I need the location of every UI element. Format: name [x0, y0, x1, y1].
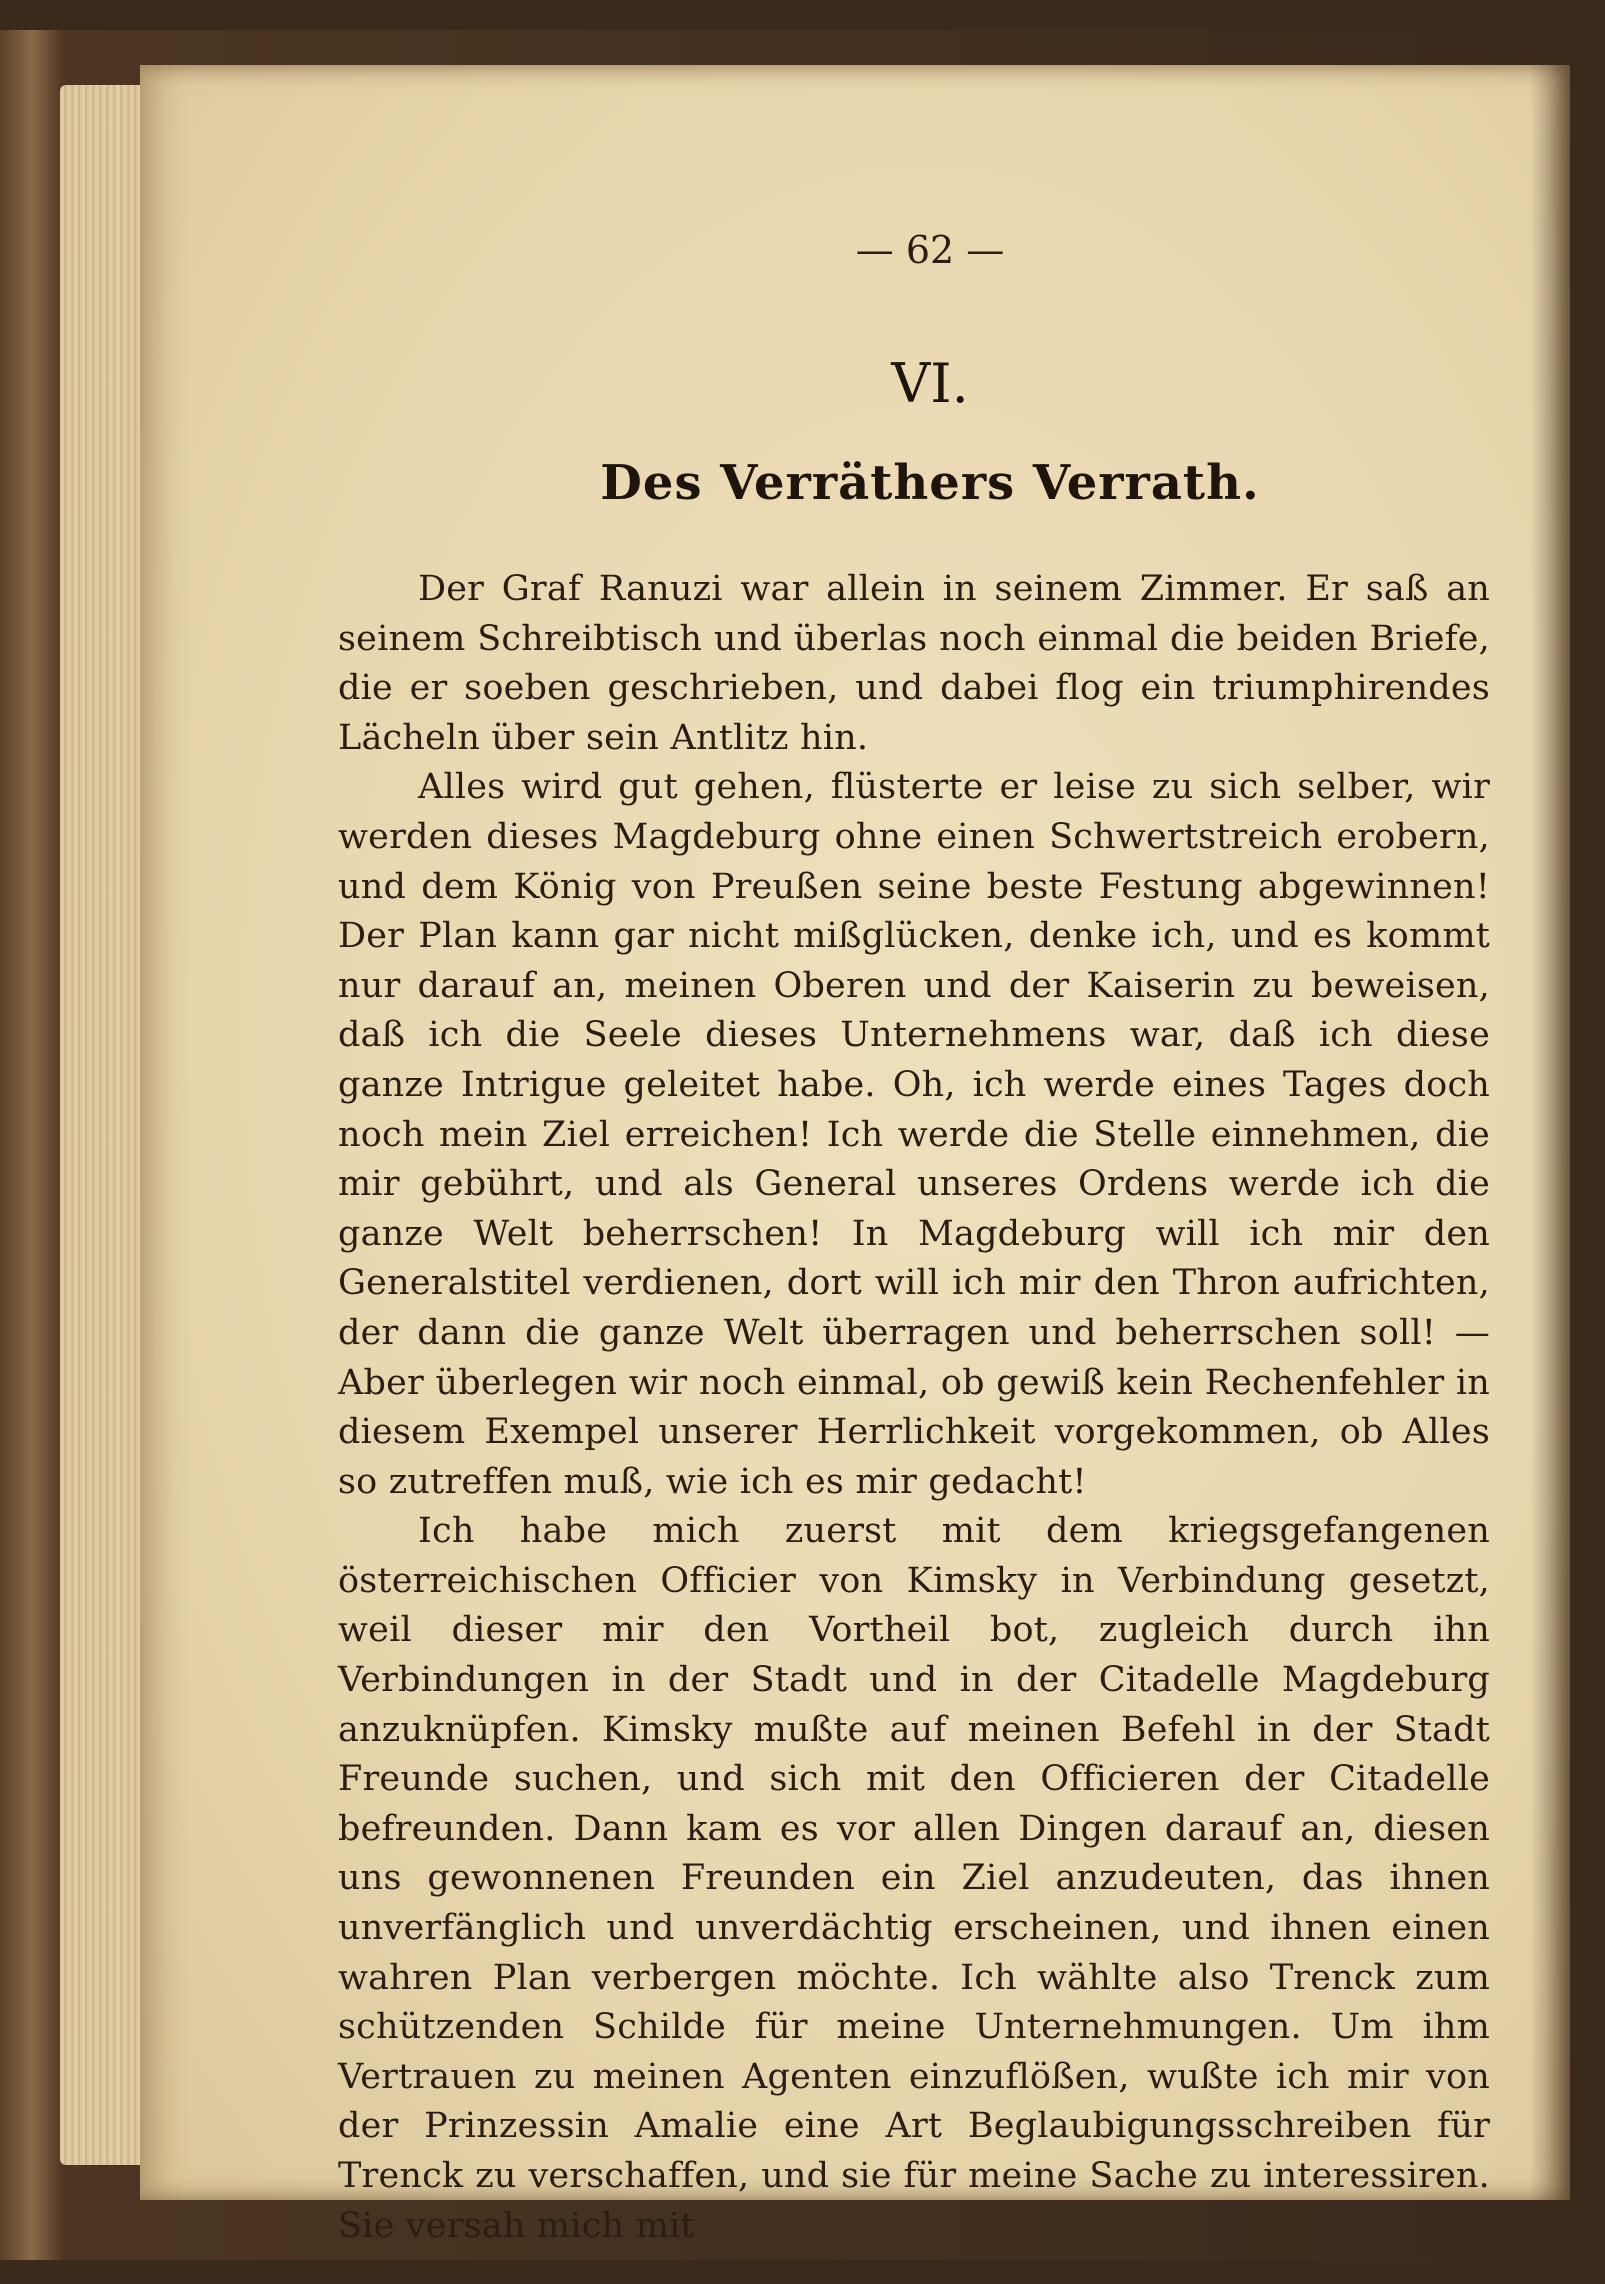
- chapter-title: Des Verräthers Verrath.: [600, 455, 1260, 511]
- page-number-header: — 62 —: [855, 228, 1005, 272]
- paragraph: Alles wird gut gehen, flüsterte er leise zu sich selber, wir werden dieses Magdeburg ohne einen Schwertstreich erobern, und dem König von Preußen seine beste Festung abgewinnen! Der Plan kann gar nicht mißglücken, denke ich, und es kommt nur darauf an, meinen Oberen und der Kaiserin zu beweisen, daß ich die Seele dieses Unternehmens war, daß ich diese ganze Intrigue geleitet habe. Oh, ich werde eines Tages doch noch mein Ziel erreichen! Ich werde die Stelle einnehmen, die mir gebührt, und als General unseres Ordens werde ich die ganze Welt beherrschen! In Magdeburg will ich mir den Generalstitel verdienen, dort will ich mir den Thron aufrichten, der dann die ganze Welt überragen und beherrschen soll! — Aber überlegen wir noch einmal, ob gewiß kein Rechenfehler in diesem Exempel unserer Herrlichkeit vorgekommen, ob Alles so zutreffen muß, wie ich es mir gedacht!: [338, 767, 1490, 1502]
- paragraph: Ich habe mich zuerst mit dem kriegsgefangenen österreichischen Officier von Kimsky in Verbindung gesetzt, weil dieser mir den Vortheil bot, zugleich durch ihn Verbindungen in der Stadt und in der Citadelle Magdeburg anzuknüpfen. Kimsky mußte auf meinen Befehl in der Stadt Freunde suchen, und sich mit den Officieren der Citadelle befreunden. Dann kam es vor allen Dingen darauf an, diesen uns gewonnenen Freunden ein Ziel anzudeuten, das ihnen unverfänglich und unverdächtig erscheinen, und ihnen einen wahren Plan verbergen möchte. Ich wählte also Trenck zum schützenden Schilde für meine Unternehmungen. Um ihm Vertrauen zu meinen Agenten einzuflößen, wußte ich mir von der Prinzessin Amalie eine Art Beglaubigungsschreiben für Trenck zu verschaffen, und sie für meine Sache zu interessiren. Sie versah mich mit: [338, 1511, 1490, 2246]
- body-text: [338, 565, 1490, 2251]
- spine-shadow: [1530, 65, 1570, 2200]
- paragraph: Der Graf Ranuzi war allein in seinem Zimmer. Er saß an seinem Schreibtisch und überlas noch einmal die beiden Briefe, die er soeben geschrieben, und dabei flog ein triumphirendes Lächeln über sein Antlitz hin.: [338, 569, 1490, 758]
- chapter-number: VI.: [891, 352, 969, 415]
